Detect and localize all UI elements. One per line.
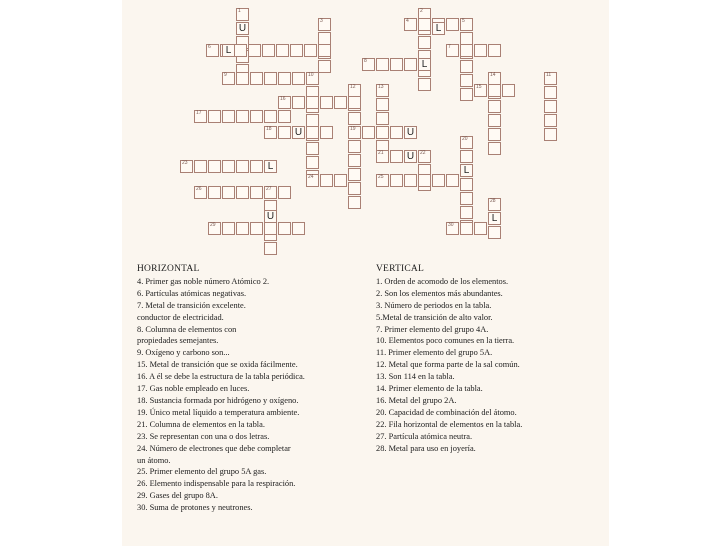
crossword-cell[interactable]	[460, 192, 473, 205]
crossword-cell[interactable]	[404, 18, 417, 31]
crossword-cell[interactable]	[460, 164, 473, 177]
crossword-cell[interactable]	[306, 142, 319, 155]
crossword-cell[interactable]	[194, 186, 207, 199]
clue-v-13: 13. Son 114 en la tabla.	[376, 372, 455, 382]
crossword-cell[interactable]	[376, 126, 389, 139]
crossword-cell[interactable]	[544, 86, 557, 99]
crossword-cell[interactable]	[376, 98, 389, 111]
clue-h-9: 9. Oxígeno y carbono son...	[137, 348, 230, 358]
crossword-cell[interactable]	[304, 44, 317, 57]
crossword-cell[interactable]	[348, 96, 361, 109]
crossword-cell[interactable]	[306, 174, 319, 187]
crossword-cell[interactable]	[276, 44, 289, 57]
crossword-cell[interactable]	[290, 44, 303, 57]
clue-v-3: 3. Número de periodos en la tabla.	[376, 300, 492, 310]
clue-v-1: 1. Orden de acomodo de los elementos.	[376, 276, 509, 286]
crossword-cell[interactable]	[460, 222, 473, 235]
crossword-cell[interactable]	[194, 160, 207, 173]
crossword-cell[interactable]	[502, 84, 515, 97]
crossword-cell[interactable]	[348, 196, 361, 209]
clue-h-19: 19. Único metal líquido a temperatura ambiente.	[137, 407, 300, 417]
crossword-cell[interactable]	[334, 174, 347, 187]
crossword-cell[interactable]	[544, 72, 557, 85]
crossword-cell[interactable]	[446, 44, 459, 57]
clue-v-22: 22. Fila horizontal de elementos en la tabla.	[376, 419, 523, 429]
crossword-cell[interactable]	[250, 72, 263, 85]
clue-v-14: 14. Primer elemento de la tabla.	[376, 384, 483, 394]
crossword-cell[interactable]	[236, 72, 249, 85]
vertical-heading: VERTICAL	[376, 264, 424, 274]
clue-number: 10	[308, 72, 314, 78]
crossword-cell[interactable]	[264, 186, 277, 199]
crossword-cell[interactable]	[474, 84, 487, 97]
crossword-grid	[0, 0, 728, 260]
crossword-cell[interactable]	[334, 96, 347, 109]
crossword-cell[interactable]	[460, 18, 473, 31]
crossword-cell[interactable]	[348, 112, 361, 125]
clue-number: 19	[350, 126, 356, 132]
clue-h-26: 26. Elemento indispensable para la respiración.	[137, 479, 296, 489]
crossword-cell[interactable]	[320, 96, 333, 109]
crossword-cell[interactable]	[278, 110, 291, 123]
prefilled-letter: L	[421, 59, 428, 70]
crossword-cell[interactable]	[264, 126, 277, 139]
clue-h-16: 16. A él se debe la estructura de la tabla periódica.	[137, 372, 305, 382]
clue-h-21: 21. Columna de elementos en la tabla.	[137, 419, 265, 429]
clue-h-4: 4. Primer gas noble número Atómico 2.	[137, 276, 270, 286]
clue-number: 15	[476, 84, 482, 90]
crossword-cell[interactable]	[236, 8, 249, 21]
horizontal-clues	[137, 264, 305, 514]
crossword-cell[interactable]	[488, 198, 501, 211]
crossword-cell[interactable]	[418, 150, 431, 163]
clue-v-10: 10. Elementos poco comunes en la tierra.	[376, 336, 515, 346]
clue-v-12: 12. Metal que forma parte de la sal común.	[376, 360, 520, 370]
crossword-cell[interactable]	[278, 222, 291, 235]
crossword-cell[interactable]	[320, 174, 333, 187]
crossword-cell[interactable]	[404, 150, 417, 163]
crossword-cell[interactable]	[348, 182, 361, 195]
clue-v-2: 2. Son los elementos más abundantes.	[376, 288, 503, 298]
clue-number: 16	[280, 96, 286, 102]
crossword-cell[interactable]	[208, 160, 221, 173]
crossword-cell[interactable]	[234, 44, 247, 57]
crossword-cell[interactable]	[262, 44, 275, 57]
crossword-cell[interactable]	[488, 226, 501, 239]
crossword-cell[interactable]	[278, 72, 291, 85]
clue-h-6: 6. Partículas atómicas negativas.	[137, 288, 247, 298]
clue-number: 7	[448, 44, 451, 50]
crossword-cell[interactable]	[222, 72, 235, 85]
clue-number: 26	[196, 186, 202, 192]
crossword-cell[interactable]	[404, 58, 417, 71]
crossword-cell[interactable]	[278, 126, 291, 139]
clue-h-7: 7. Metal de transición excelente.	[137, 300, 246, 310]
crossword-cell[interactable]	[208, 222, 221, 235]
clue-number: 8	[364, 58, 367, 64]
clue-v-5: 5.Metal de transición de alto valor.	[376, 312, 493, 322]
clue-v-27: 27. Partícula atómica neutra.	[376, 431, 473, 441]
crossword-cell[interactable]	[194, 110, 207, 123]
clue-number: 2	[420, 8, 423, 14]
crossword-cell[interactable]	[474, 44, 487, 57]
clue-v-28: 28. Metal para uso en joyería.	[376, 443, 476, 453]
clue-v-20: 20. Capacidad de combinación del átomo.	[376, 407, 517, 417]
clue-number: 29	[210, 222, 216, 228]
crossword-cell[interactable]	[544, 100, 557, 113]
crossword-cell[interactable]	[236, 110, 249, 123]
clue-number: 4	[406, 18, 409, 24]
crossword-cell[interactable]	[306, 126, 319, 139]
crossword-cell[interactable]	[488, 44, 501, 57]
clue-h-8-cont: propiedades semejantes.	[137, 336, 219, 346]
clue-h-17: 17. Gas noble empleado en luces.	[137, 384, 250, 394]
crossword-cell[interactable]	[264, 242, 277, 255]
crossword-cell[interactable]	[236, 22, 249, 35]
clue-v-7: 7. Primer elemento del grupo 4A.	[376, 324, 489, 334]
crossword-cell[interactable]	[208, 186, 221, 199]
clue-number: 11	[546, 72, 552, 78]
crossword-cell[interactable]	[306, 72, 319, 85]
crossword-cell[interactable]	[390, 126, 403, 139]
crossword-cell[interactable]	[460, 74, 473, 87]
crossword-cell[interactable]	[376, 174, 389, 187]
crossword-cell[interactable]	[318, 18, 331, 31]
crossword-cell[interactable]	[236, 222, 249, 235]
clue-number: 25	[378, 174, 384, 180]
clue-number: 22	[420, 150, 426, 156]
crossword-cell[interactable]	[222, 110, 235, 123]
crossword-cell[interactable]	[460, 60, 473, 73]
clue-number: 20	[462, 136, 468, 142]
crossword-cell[interactable]	[390, 174, 403, 187]
crossword-cell[interactable]	[488, 114, 501, 127]
crossword-cell[interactable]	[418, 58, 431, 71]
clue-number: 14	[490, 72, 496, 78]
clue-h-18: 18. Sustancia formada por hidrógeno y oxígeno.	[137, 395, 299, 405]
crossword-cell[interactable]	[222, 222, 235, 235]
prefilled-letter: L	[267, 161, 274, 172]
crossword-cell[interactable]	[460, 136, 473, 149]
crossword-cell[interactable]	[488, 212, 501, 225]
crossword-cell[interactable]	[320, 126, 333, 139]
crossword-cell[interactable]	[488, 142, 501, 155]
crossword-cell[interactable]	[418, 36, 431, 49]
prefilled-letter: L	[225, 45, 232, 56]
crossword-cell[interactable]	[460, 44, 473, 57]
crossword-cell[interactable]	[264, 72, 277, 85]
crossword-cell[interactable]	[348, 126, 361, 139]
crossword-cell[interactable]	[318, 44, 331, 57]
vertical-clues	[376, 264, 522, 455]
crossword-cell[interactable]	[376, 150, 389, 163]
crossword-cell[interactable]	[376, 112, 389, 125]
clue-number: 23	[182, 160, 188, 166]
crossword-cell[interactable]	[250, 160, 263, 173]
prefilled-letter: L	[463, 165, 470, 176]
crossword-cell[interactable]	[236, 160, 249, 173]
prefilled-letter: U	[406, 127, 415, 138]
crossword-cell[interactable]	[376, 84, 389, 97]
crossword-cell[interactable]	[222, 186, 235, 199]
clue-number: 28	[490, 198, 496, 204]
crossword-cell[interactable]	[250, 222, 263, 235]
prefilled-letter: U	[238, 23, 247, 34]
crossword-cell[interactable]	[404, 174, 417, 187]
clue-v-16: 16. Metal del grupo 2A.	[376, 395, 457, 405]
crossword-cell[interactable]	[390, 150, 403, 163]
crossword-cell[interactable]	[390, 58, 403, 71]
clue-number: 21	[378, 150, 384, 156]
crossword-cell[interactable]	[488, 128, 501, 141]
clue-number: 6	[208, 44, 211, 50]
crossword-cell[interactable]	[292, 126, 305, 139]
clue-number: 27	[266, 186, 272, 192]
crossword-cell[interactable]	[306, 96, 319, 109]
crossword-cell[interactable]	[348, 168, 361, 181]
crossword-cell[interactable]	[264, 160, 277, 173]
clue-h-30: 30. Suma de protones y neutrones.	[137, 503, 253, 513]
crossword-cell[interactable]	[544, 128, 557, 141]
crossword-cell[interactable]	[348, 154, 361, 167]
crossword-cell[interactable]	[348, 140, 361, 153]
clue-number: 5	[462, 18, 465, 24]
clue-number: 18	[266, 126, 272, 132]
prefilled-letter: U	[406, 151, 415, 162]
clue-number: 1	[238, 8, 241, 14]
crossword-cell[interactable]	[446, 222, 459, 235]
clue-number: 9	[224, 72, 227, 78]
crossword-cell[interactable]	[292, 72, 305, 85]
crossword-cell[interactable]	[418, 78, 431, 91]
clue-h-7-cont: conductor de electricidad.	[137, 312, 224, 322]
crossword-cell[interactable]	[446, 18, 459, 31]
clue-h-24-cont: un átomo.	[137, 455, 171, 465]
crossword-cell[interactable]	[446, 174, 459, 187]
prefilled-letter: L	[435, 23, 442, 34]
crossword-cell[interactable]	[278, 186, 291, 199]
crossword-cell[interactable]	[248, 44, 261, 57]
crossword-cell[interactable]	[432, 22, 445, 35]
clue-number: 24	[308, 174, 314, 180]
crossword-cell[interactable]	[460, 178, 473, 191]
prefilled-letter: U	[266, 211, 275, 222]
crossword-cell[interactable]	[264, 110, 277, 123]
crossword-cell[interactable]	[292, 222, 305, 235]
horizontal-heading: HORIZONTAL	[137, 264, 200, 274]
crossword-cell[interactable]	[292, 96, 305, 109]
crossword-cell[interactable]	[488, 100, 501, 113]
clue-h-25: 25. Primer elemento del grupo 5A gas.	[137, 467, 267, 477]
crossword-cell[interactable]	[474, 222, 487, 235]
crossword-cell[interactable]	[460, 206, 473, 219]
crossword-cell[interactable]	[264, 210, 277, 223]
crossword-cell[interactable]	[460, 150, 473, 163]
crossword-cell[interactable]	[404, 126, 417, 139]
crossword-cell[interactable]	[418, 174, 431, 187]
prefilled-letter: L	[491, 213, 498, 224]
clue-h-23: 23. Se representan con una o dos letras.	[137, 431, 270, 441]
crossword-cell[interactable]	[180, 160, 193, 173]
crossword-cell[interactable]	[460, 88, 473, 101]
crossword-cell[interactable]	[376, 58, 389, 71]
clue-h-15: 15. Metal de transición que se oxida fácilmente.	[137, 360, 298, 370]
clue-v-11: 11. Primer elemento del grupo 5A.	[376, 348, 493, 358]
crossword-cell[interactable]	[544, 114, 557, 127]
clue-h-29: 29. Gases del grupo 8A.	[137, 491, 218, 501]
clue-number: 30	[448, 222, 454, 228]
crossword-cell[interactable]	[362, 58, 375, 71]
crossword-cell[interactable]	[206, 44, 219, 57]
crossword-cell[interactable]	[250, 186, 263, 199]
prefilled-letter: U	[294, 127, 303, 138]
clue-number: 3	[320, 18, 323, 24]
crossword-cell[interactable]	[222, 160, 235, 173]
crossword-cell[interactable]	[208, 110, 221, 123]
clue-number: 13	[378, 84, 384, 90]
clue-h-24: 24. Número de electrones que debe completar	[137, 443, 291, 453]
clue-number: 17	[196, 110, 202, 116]
crossword-cell[interactable]	[432, 174, 445, 187]
crossword-cell[interactable]	[278, 96, 291, 109]
crossword-cell[interactable]	[222, 44, 235, 57]
clue-number: 12	[350, 84, 356, 90]
crossword-cell[interactable]	[318, 60, 331, 73]
crossword-cell[interactable]	[306, 156, 319, 169]
crossword-cell[interactable]	[264, 222, 277, 235]
crossword-cell[interactable]	[236, 186, 249, 199]
crossword-cell[interactable]	[488, 84, 501, 97]
crossword-cell[interactable]	[362, 126, 375, 139]
crossword-cell[interactable]	[250, 110, 263, 123]
crossword-cell[interactable]	[418, 18, 431, 31]
clue-h-8: 8. Columna de elementos con	[137, 324, 237, 334]
